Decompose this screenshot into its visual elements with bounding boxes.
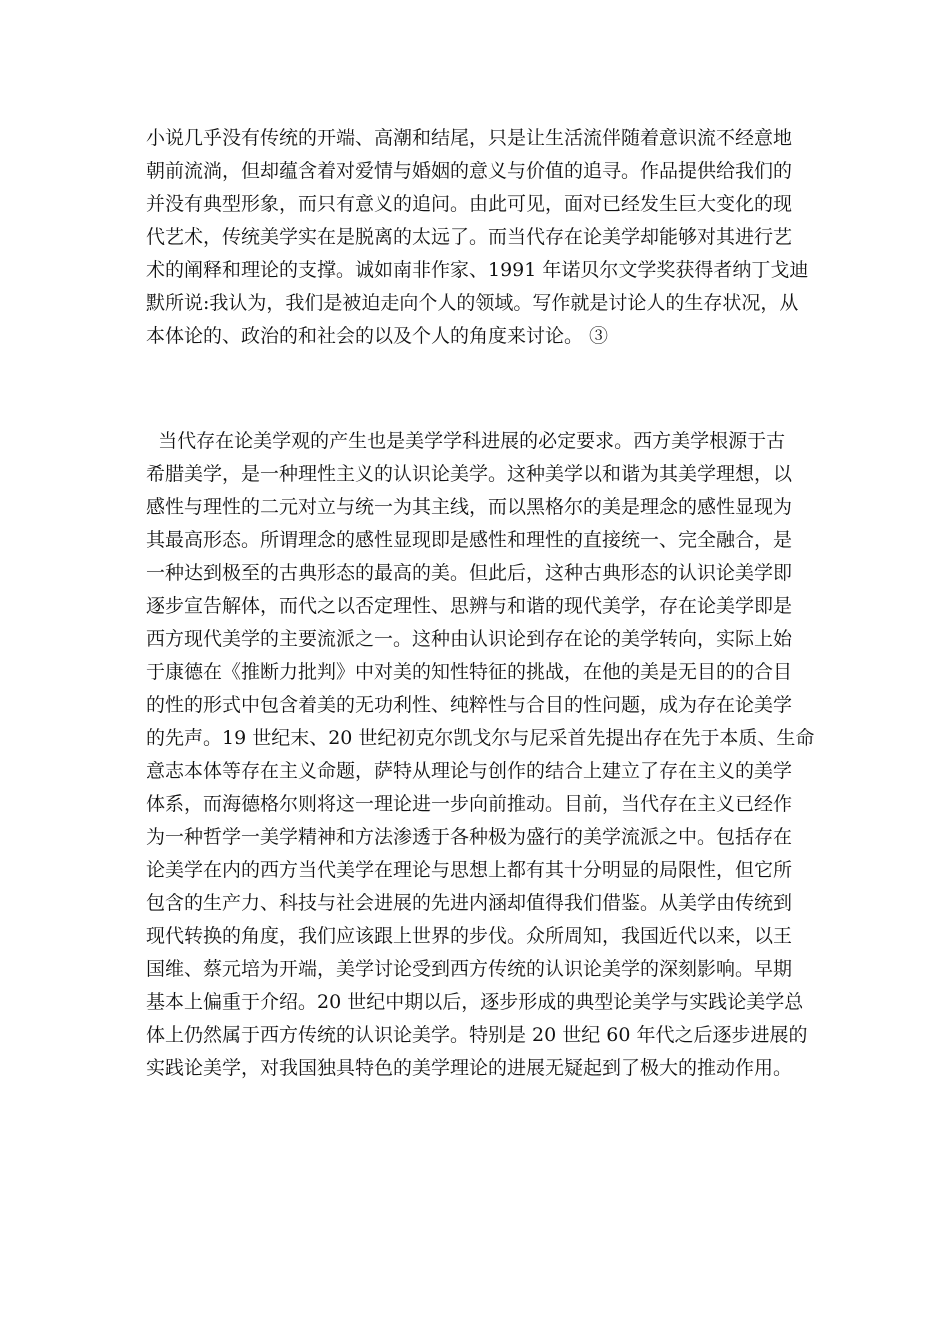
text-line: 感性与理性的二元对立与统一为其主线，而以黑格尔的美是理念的感性显现为 bbox=[146, 496, 793, 518]
text-line: 包含的生产力、科技与社会进展的先进内涵却值得我们借鉴。从美学由传统到 bbox=[146, 892, 793, 914]
text-line: 其最高形态。所谓理念的感性显现即是感性和理性的直接统一、完全融合，是 bbox=[146, 529, 793, 551]
text-line: 逐步宣告解体，而代之以否定理性、思辨与和谐的现代美学，存在论美学即是 bbox=[146, 595, 793, 617]
text-line: 代艺术，传统美学实在是脱离的太远了。而当代存在论美学却能够对其进行艺 bbox=[146, 226, 793, 248]
text-line: 术的阐释和理论的支撑。诚如南非作家、1991 年诺贝尔文学奖获得者纳丁戈迪 bbox=[146, 259, 809, 281]
text-line: 的性的形式中包含着美的无功利性、纯粹性与合目的性问题，成为存在论美学 bbox=[146, 694, 793, 716]
text-line: 默所说:我认为，我们是被迫走向个人的领域。写作就是讨论人的生存状况，从 bbox=[146, 292, 799, 314]
text-line: 意志本体等存在主义命题，萨特从理论与创作的结合上建立了存在主义的美学 bbox=[146, 760, 793, 782]
text-line: 小说几乎没有传统的开端、高潮和结尾，只是让生活流伴随着意识流不经意地 bbox=[146, 127, 793, 149]
text-line: 当代存在论美学观的产生也是美学学科进展的必定要求。西方美学根源于古 bbox=[146, 430, 786, 452]
text-line: 实践论美学，对我国独具特色的美学理论的进展无疑起到了极大的推动作用。 bbox=[146, 1057, 793, 1079]
paragraph bbox=[146, 425, 816, 1085]
text-line: 于康德在《推断力批判》中对美的知性特征的挑战，在他的美是无目的的合目 bbox=[146, 661, 793, 683]
text-line: 体系，而海德格尔则将这一理论进一步向前推动。目前，当代存在主义已经作 bbox=[146, 793, 793, 815]
text-line: 论美学在内的西方当代美学在理论与思想上都有其十分明显的局限性，但它所 bbox=[146, 859, 793, 881]
text-line: 并没有典型形象，而只有意义的追问。由此可见，面对已经发生巨大变化的现 bbox=[146, 193, 793, 215]
text-line: 西方现代美学的主要流派之一。这种由认识论到存在论的美学转向，实际上始 bbox=[146, 628, 793, 650]
text-line: 体上仍然属于西方传统的认识论美学。特别是 20 世纪 60 年代之后逐步进展的 bbox=[146, 1024, 808, 1046]
text-line: 一种达到极至的古典形态的最高的美。但此后，这种古典形态的认识论美学即 bbox=[146, 562, 793, 584]
paragraph bbox=[146, 122, 816, 353]
text-line: 基本上偏重于介绍。20 世纪中期以后，逐步形成的典型论美学与实践论美学总 bbox=[146, 991, 804, 1013]
text-line: 本体论的、政治的和社会的以及个人的角度来讨论。 ③ bbox=[146, 325, 609, 347]
text-line: 希腊美学，是一种理性主义的认识论美学。这种美学以和谐为其美学理想，以 bbox=[146, 463, 793, 485]
text-line: 现代转换的角度，我们应该跟上世界的步伐。众所周知，我国近代以来，以王 bbox=[146, 925, 793, 947]
text-line: 为一种哲学一美学精神和方法渗透于各种极为盛行的美学流派之中。包括存在 bbox=[146, 826, 793, 848]
text-line: 朝前流淌，但却蕴含着对爱情与婚姻的意义与价值的追寻。作品提供给我们的 bbox=[146, 160, 793, 182]
text-line: 国维、蔡元培为开端，美学讨论受到西方传统的认识论美学的深刻影响。早期 bbox=[146, 958, 793, 980]
text-line: 的先声。19 世纪末、20 世纪初克尔凯戈尔与尼采首先提出存在先于本质、生命 bbox=[146, 727, 815, 749]
